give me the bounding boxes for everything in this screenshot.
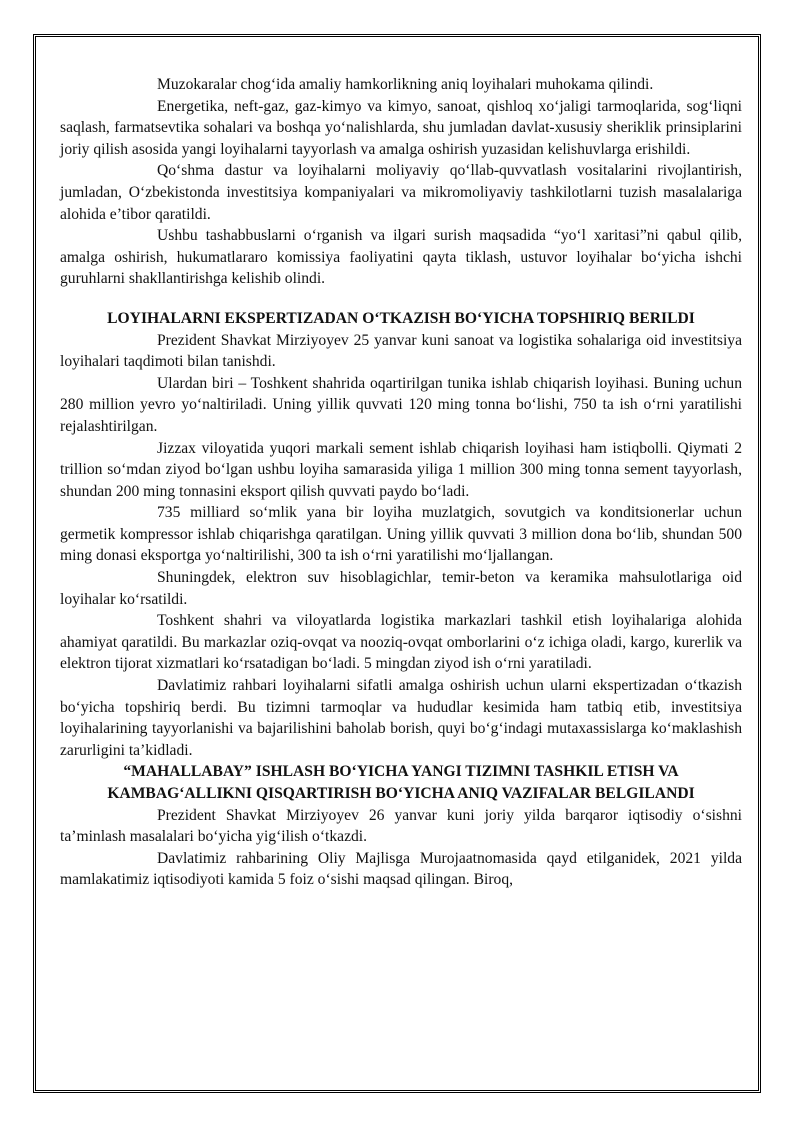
paragraph: Muzokaralar chog‘ida amaliy hamkorlikning aniq loyihalari muhokama qilindi. [157, 76, 654, 93]
paragraph: Ushbu tashabbuslarni o‘rganish va ilgari surish maqsadida “yo‘l xaritasi”ni qabul qilib, amalga oshirish, hukumatlararo komissiya faoliyatini qayta tiklash, ustuvor loyihalar bo‘yicha ishchi guruhlarni shakllantirishga kelishib olindi. [60, 227, 742, 288]
section-heading: “MAHALLABAY” ISHLASH BO‘YICHA YANGI TIZIMNI TASHKIL ETISH VA KAMBAG‘ALLIKNI QISQARTIRISH BO‘YICHA ANIQ VAZIFALAR BELGILANDI [107, 763, 695, 802]
section-negotiations [60, 74, 742, 290]
paragraph: 735 milliard so‘mlik yana bir loyiha muzlatgich, sovutgich va konditsionerlar uchun germetik kompressor ishlab chiqarishga qaratilgan. Uning yillik quvvati 3 million dona bo‘lib, shundan 500 ming donasi eksportga yo‘naltirilishi, 300 ta ish o‘rni yaratilishi mo‘ljallangan. [60, 504, 742, 565]
paragraph: Davlatimiz rahbari loyihalarni sifatli amalga oshirish uchun ularni ekspertizadan o‘tkazish bo‘yicha topshiriq berdi. Bu tizimni tarmoqlar va hududlar kesimida ham tatbiq etib, investitsiya loyihalarining tayyorlanishi va bajarilishini baholab borish, quyi bo‘g‘indagi mutaxassislarga ko‘maklashish zarurligini ta’kidladi. [60, 677, 742, 759]
paragraph: Toshkent shahri va viloyatlarda logistika markazlari tashkil etish loyihalariga alohida ahamiyat qaratildi. Bu markazlar oziq-ovqat va nooziq-ovqat omborlarini o‘z ichiga oladi, kargo, kurerlik va elektron tijorat xizmatlari ko‘rsatadigan bo‘ladi. 5 mingdan ziyod ish o‘rni yaratiladi. [60, 612, 742, 673]
paragraph: Shuningdek, elektron suv hisoblagichlar, temir-beton va keramika mahsulotlariga oid loyihalar ko‘rsatildi. [60, 569, 742, 608]
section-mahallabay [60, 761, 742, 891]
paragraph: Prezident Shavkat Mirziyoyev 25 yanvar kuni sanoat va logistika sohalariga oid investitsiya loyihalari taqdimoti bilan tanishdi. [60, 331, 742, 371]
paragraph: Jizzax viloyatida yuqori markali sement ishlab chiqarish loyihasi ham istiqbolli. Qiymati 2 trillion so‘mdan ziyod bo‘lgan ushbu loyiha samarasida yiliga 1 million 300 ming tonna sement tayyorlash, shundan 200 ming tonnasini eksport qilish quvvati paydo bo‘ladi. [60, 439, 742, 500]
paragraph: Ulardan biri – Toshkent shahrida oqartirilgan tunika ishlab chiqarish loyihasi. Buning uchun 280 million yevro yo‘naltiriladi. Uning yillik quvvati 120 ming tonna bo‘lishi, 750 ta ish o‘rni yaratilishi rejalashtirilgan. [60, 374, 742, 435]
section-expertise [60, 308, 742, 761]
document-body [60, 74, 742, 891]
paragraph: Qo‘shma dastur va loyihalarni moliyaviy qo‘llab-quvvatlash vositalarini rivojlantirish, jumladan, O‘zbekistonda investitsiya kompaniyalari va mikromoliyaviy tashkilotlarni tuzish masalalariga alohida e’tibor qaratildi. [60, 162, 742, 223]
paragraph: Davlatimiz rahbarining Oliy Majlisga Murojaatnomasida qayd etilganidek, 2021 yilda mamlakatimiz iqtisodiyoti kamida 5 foiz o‘sishi maqsad qilingan. Biroq, [60, 849, 742, 889]
paragraph: Prezident Shavkat Mirziyoyev 26 yanvar kuni joriy yilda barqaror iqtisodiy o‘sishni ta’minlash masalalari bo‘yicha yig‘ilish o‘tkazdi. [60, 806, 742, 846]
section-heading: LOYIHALARNI EKSPERTIZADAN O‘TKAZISH BO‘YICHA TOPSHIRIQ BERILDI [107, 309, 695, 327]
paragraph: Energetika, neft-gaz, gaz-kimyo va kimyo, sanoat, qishloq xo‘jaligi tarmoqlarida, sog‘liqni saqlash, farmatsevtika sohalari va boshqa yo‘nalishlarda, shu jumladan davlat-xususiy sheriklik prinsiplarini joriy qilish asosida yangi loyihalarni tayyorlash va amalga oshirish yuzasidan kelishuvlarga erishildi. [60, 97, 742, 158]
